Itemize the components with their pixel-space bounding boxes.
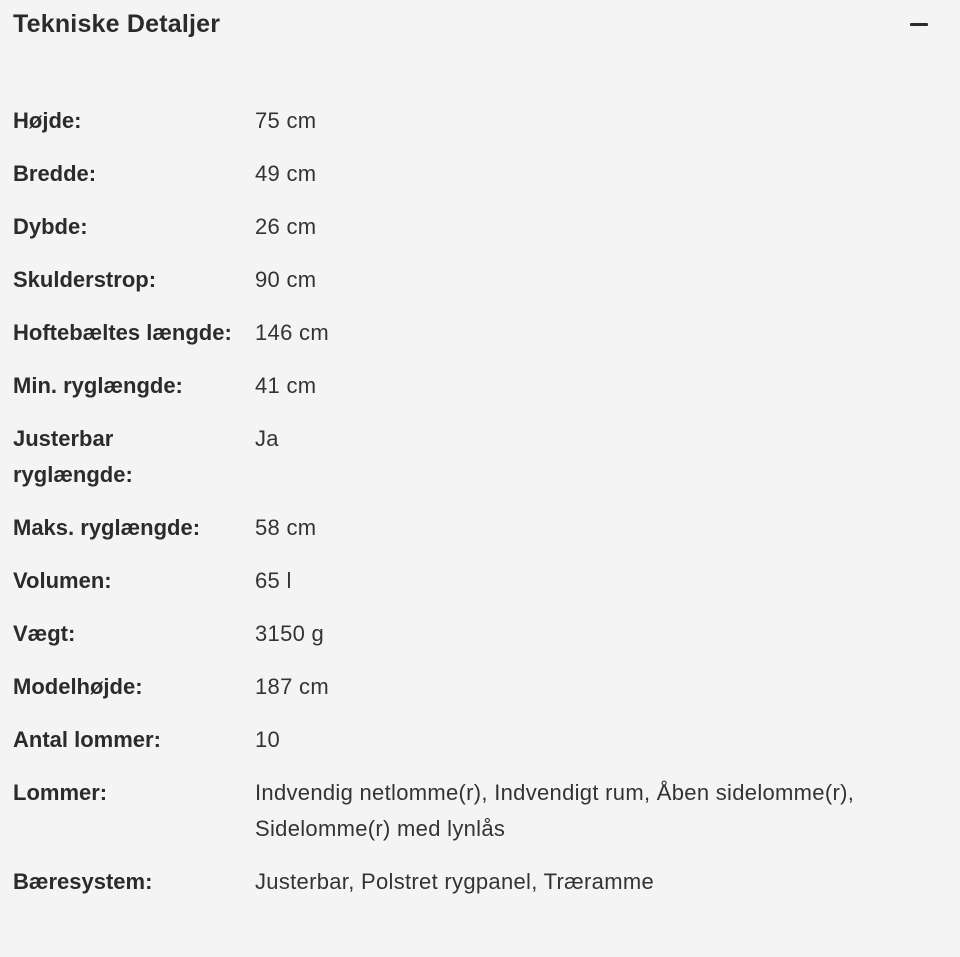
spec-label: Antal lommer:: [13, 727, 161, 752]
spec-row-skulderstrop: [0, 262, 960, 298]
spec-label: Lommer:: [13, 780, 108, 805]
section-title: Tekniske Detaljer: [13, 10, 221, 38]
spec-label: Skulderstrop:: [13, 267, 157, 292]
spec-label: Dybde:: [13, 214, 88, 239]
spec-value: 146 cm: [255, 320, 329, 345]
spec-value: 49 cm: [255, 161, 317, 186]
spec-label: Vægt:: [13, 621, 76, 646]
accordion-header[interactable]: [0, 0, 960, 50]
spec-row-modelhojde: [0, 669, 960, 705]
spec-label: Bæresystem:: [13, 869, 153, 894]
spec-row-maks-ryglaengde: [0, 510, 960, 546]
spec-row-baeresystem: [0, 864, 960, 900]
spec-row-volumen: [0, 563, 960, 599]
spec-value: Justerbar, Polstret rygpanel, Træramme: [255, 869, 654, 894]
spec-value: 65 l: [255, 568, 292, 593]
spec-row-lommer: [0, 775, 960, 847]
specs-table: [0, 103, 960, 900]
spec-label: Modelhøjde:: [13, 674, 143, 699]
collapse-button[interactable]: [904, 12, 934, 38]
spec-value: 58 cm: [255, 515, 317, 540]
spec-row-bredde: [0, 156, 960, 192]
spec-label: Volumen:: [13, 568, 112, 593]
spec-label: Hoftebæltes længde:: [13, 320, 232, 345]
spec-label: Højde:: [13, 108, 82, 133]
spec-label: Justerbar ryglængde:: [13, 426, 133, 487]
spec-row-hojde: [0, 103, 960, 139]
spec-value: 75 cm: [255, 108, 317, 133]
spec-value: 26 cm: [255, 214, 317, 239]
spec-value: Indvendig netlomme(r), Indvendigt rum, Åben sidelomme(r), Sidelomme(r) med lynlås: [255, 780, 855, 841]
spec-value: 187 cm: [255, 674, 329, 699]
spec-value: 10: [255, 727, 281, 752]
spec-label: Min. ryglængde:: [13, 373, 183, 398]
spec-row-dybde: [0, 209, 960, 245]
spec-row-justerbar-ryglaengde: [0, 421, 960, 493]
spec-label: Maks. ryglængde:: [13, 515, 201, 540]
spec-row-min-ryglaengde: [0, 368, 960, 404]
spec-value: Ja: [255, 426, 279, 451]
spec-label: Bredde:: [13, 161, 97, 186]
minus-icon: [910, 23, 928, 26]
spec-row-hoftebaelte: [0, 315, 960, 351]
spec-value: 90 cm: [255, 267, 317, 292]
spec-row-vaegt: [0, 616, 960, 652]
spec-value: 3150 g: [255, 621, 325, 646]
spec-value: 41 cm: [255, 373, 317, 398]
spec-row-antal-lommer: [0, 722, 960, 758]
